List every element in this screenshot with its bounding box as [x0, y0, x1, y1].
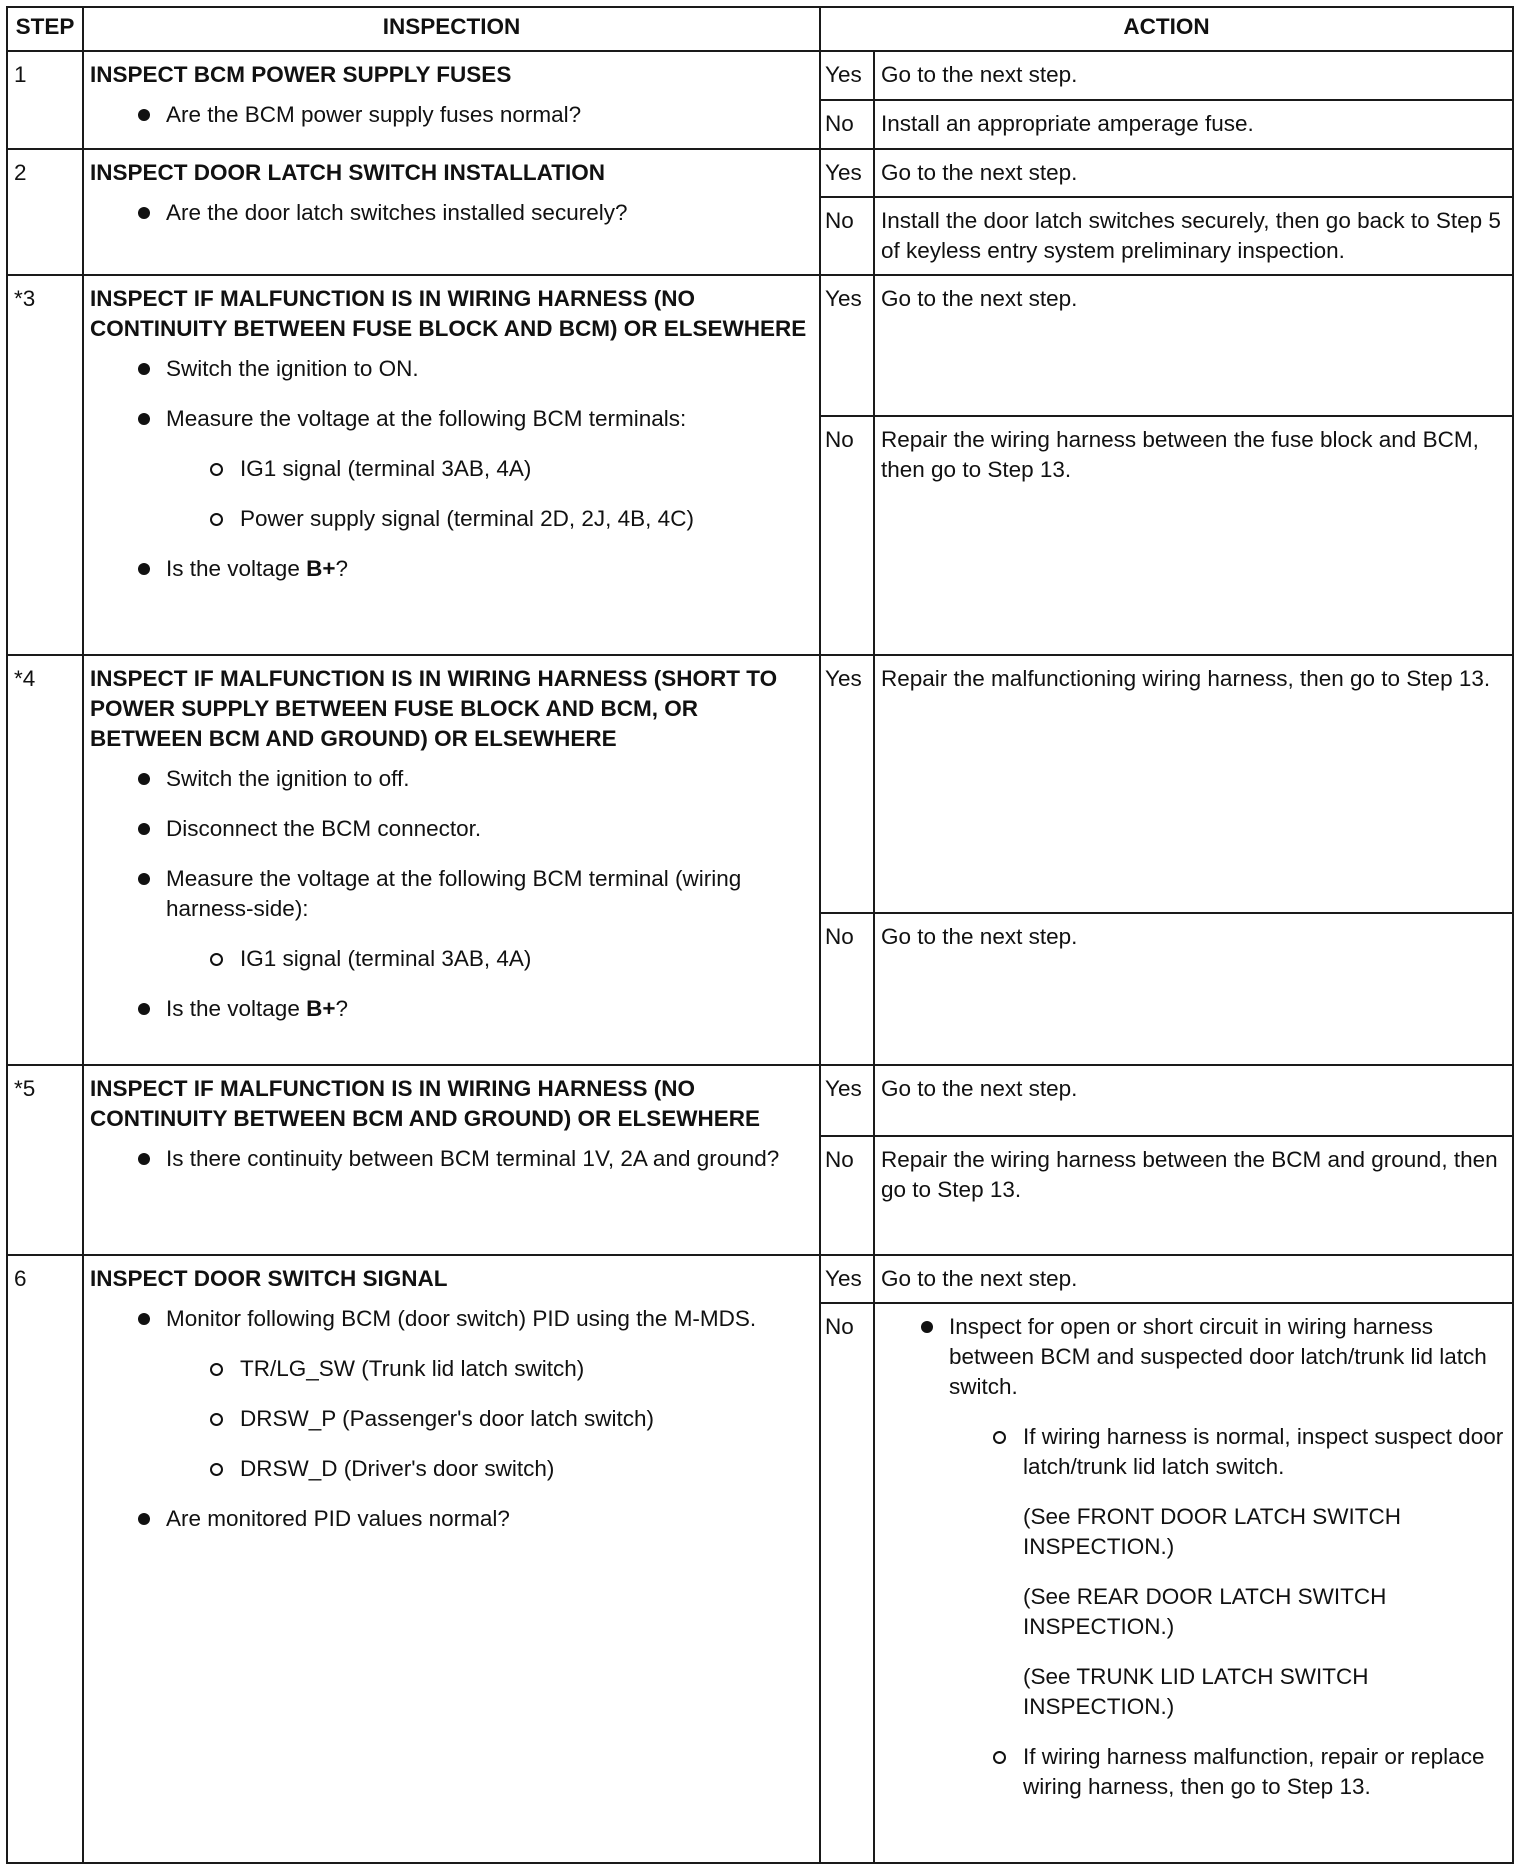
step-inspection	[83, 1255, 820, 1863]
question-text: Is the voltage	[166, 996, 307, 1021]
question-bold: B+	[306, 996, 336, 1021]
question-suffix: ?	[335, 996, 348, 1021]
step-title: INSPECT IF MALFUNCTION IS IN WIRING HARNESS (NO CONTINUITY BETWEEN FUSE BLOCK AND BCM) OR ELSEWHERE	[90, 286, 807, 341]
no-action: Install the door latch switches securely, then go back to Step 5 of keyless entry system preliminary inspection.	[874, 197, 1513, 275]
no-action: Repair the wiring harness between the BCM and ground, then go to Step 13.	[874, 1136, 1513, 1255]
no-action: Go to the next step.	[874, 913, 1513, 1065]
inspection-question	[138, 994, 813, 1024]
action-subitem-text: If wiring harness is normal, inspect suspect door latch/trunk lid latch switch.	[1023, 1424, 1504, 1479]
no-label: No	[820, 100, 874, 149]
no-label: No	[820, 416, 874, 655]
step-1-yes-row	[7, 51, 1513, 100]
header-action: ACTION	[820, 7, 1513, 51]
yes-label: Yes	[820, 1065, 874, 1136]
no-action: Install an appropriate amperage fuse.	[874, 100, 1513, 149]
inspection-question: Is there continuity between BCM terminal 1V, 2A and ground?	[138, 1144, 813, 1174]
action-subitem: If wiring harness malfunction, repair or replace wiring harness, then go to Step 13.	[993, 1742, 1506, 1802]
no-action	[874, 1303, 1513, 1863]
yes-label: Yes	[820, 655, 874, 913]
yes-action: Go to the next step.	[874, 1065, 1513, 1136]
no-label: No	[820, 197, 874, 275]
inspection-subitem: IG1 signal (terminal 3AB, 4A)	[210, 454, 813, 484]
inspection-item	[138, 864, 813, 974]
inspection-subitem: DRSW_D (Driver's door switch)	[210, 1454, 813, 1484]
inspection-item: Are the BCM power supply fuses normal?	[138, 100, 813, 130]
action-item-text: Inspect for open or short circuit in wiring harness between BCM and suspected door latch/trunk lid latch switch.	[949, 1314, 1487, 1399]
inspection-item-text: Measure the voltage at the following BCM terminals:	[166, 406, 687, 431]
no-label: No	[820, 1136, 874, 1255]
yes-label: Yes	[820, 1255, 874, 1303]
step-title: INSPECT IF MALFUNCTION IS IN WIRING HARNESS (SHORT TO POWER SUPPLY BETWEEN FUSE BLOCK AND BCM, OR BETWEEN BCM AND GROUND) OR ELSEWHERE	[90, 666, 778, 751]
see-reference: (See TRUNK LID LATCH SWITCH INSPECTION.)	[1023, 1664, 1369, 1719]
inspection-subitem: DRSW_P (Passenger's door latch switch)	[210, 1404, 813, 1434]
inspection-subitem: IG1 signal (terminal 3AB, 4A)	[210, 944, 813, 974]
step-inspection	[83, 51, 820, 149]
action-subitem	[993, 1422, 1506, 1722]
question-bold: B+	[306, 556, 336, 581]
action-item	[921, 1312, 1506, 1802]
step-title: INSPECT IF MALFUNCTION IS IN WIRING HARNESS (NO CONTINUITY BETWEEN BCM AND GROUND) OR ELSEWHERE	[90, 1076, 761, 1131]
yes-label: Yes	[820, 149, 874, 197]
inspection-item: Switch the ignition to off.	[138, 764, 813, 794]
inspection-question	[138, 554, 813, 584]
yes-action: Go to the next step.	[874, 51, 1513, 100]
step-title: INSPECT DOOR LATCH SWITCH INSTALLATION	[90, 160, 605, 185]
step-inspection	[83, 1065, 820, 1255]
step-6-yes-row	[7, 1255, 1513, 1303]
step-4-yes-row	[7, 655, 1513, 913]
step-number: *3	[7, 275, 83, 655]
step-number: *5	[7, 1065, 83, 1255]
yes-label: Yes	[820, 275, 874, 416]
question-text: Is the voltage	[166, 556, 307, 581]
inspection-item-text: Measure the voltage at the following BCM terminal (wiring harness-side):	[166, 866, 742, 921]
no-label: No	[820, 1303, 874, 1863]
yes-action: Go to the next step.	[874, 275, 1513, 416]
inspection-item	[138, 404, 813, 534]
no-label: No	[820, 913, 874, 1065]
inspection-table	[6, 6, 1514, 1864]
step-inspection	[83, 275, 820, 655]
inspection-question: Are monitored PID values normal?	[138, 1504, 813, 1534]
step-inspection	[83, 655, 820, 1065]
step-title: INSPECT DOOR SWITCH SIGNAL	[90, 1266, 448, 1291]
see-reference: (See REAR DOOR LATCH SWITCH INSPECTION.)	[1023, 1584, 1387, 1639]
inspection-item: Are the door latch switches installed securely?	[138, 198, 813, 228]
diagnostic-procedure-sheet	[6, 6, 1514, 1864]
step-number: 1	[7, 51, 83, 149]
header-step: STEP	[7, 7, 83, 51]
yes-action: Go to the next step.	[874, 1255, 1513, 1303]
inspection-item: Disconnect the BCM connector.	[138, 814, 813, 844]
no-action: Repair the wiring harness between the fuse block and BCM, then go to Step 13.	[874, 416, 1513, 655]
inspection-item	[138, 1304, 813, 1484]
yes-label: Yes	[820, 51, 874, 100]
inspection-subitem: Power supply signal (terminal 2D, 2J, 4B, 4C)	[210, 504, 813, 534]
step-5-yes-row	[7, 1065, 1513, 1136]
step-number: *4	[7, 655, 83, 1065]
table-header-row	[7, 7, 1513, 51]
step-number: 2	[7, 149, 83, 275]
header-inspection: INSPECTION	[83, 7, 820, 51]
inspection-item-text: Monitor following BCM (door switch) PID using the M-MDS.	[166, 1306, 757, 1331]
yes-action: Repair the malfunctioning wiring harness, then go to Step 13.	[874, 655, 1513, 913]
step-number: 6	[7, 1255, 83, 1863]
step-3-yes-row	[7, 275, 1513, 416]
inspection-subitem: TR/LG_SW (Trunk lid latch switch)	[210, 1354, 813, 1384]
see-reference: (See FRONT DOOR LATCH SWITCH INSPECTION.)	[1023, 1504, 1401, 1559]
step-inspection	[83, 149, 820, 275]
yes-action: Go to the next step.	[874, 149, 1513, 197]
inspection-item: Switch the ignition to ON.	[138, 354, 813, 384]
step-title: INSPECT BCM POWER SUPPLY FUSES	[90, 62, 512, 87]
question-suffix: ?	[335, 556, 348, 581]
step-2-yes-row	[7, 149, 1513, 197]
